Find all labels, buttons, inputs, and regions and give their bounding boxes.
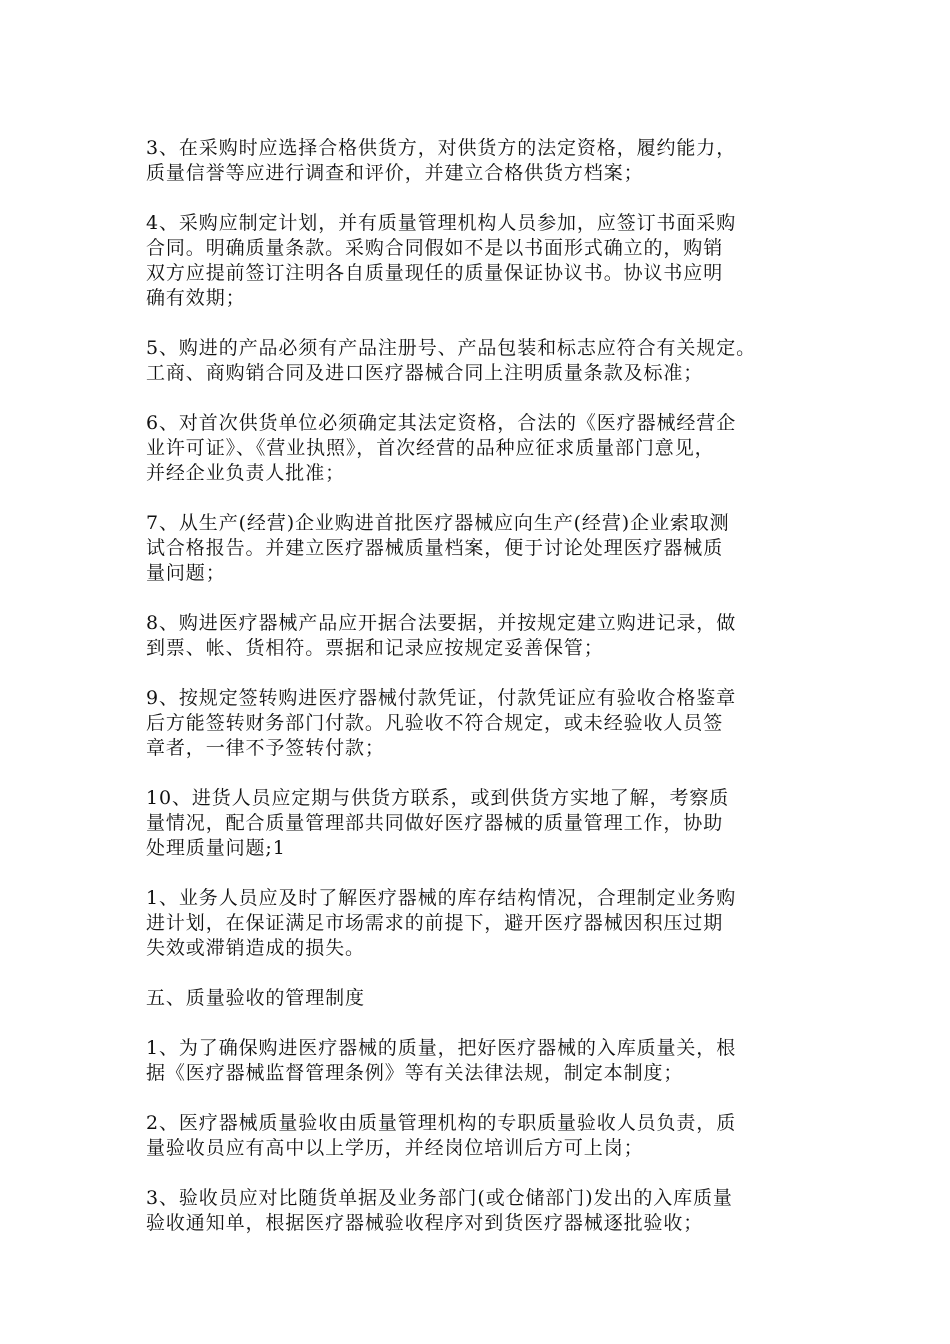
paragraph-item-10: 10、进货人员应定期与供货方联系，或到供货方实地了解，考察质 量情况，配合质量管理部共同做好医疗器械的质量管理工作，协助 处理质量问题;1: [146, 787, 730, 859]
paragraph-item-8: 8、购进医疗器械产品应开据合法要据，并按规定建立购进记录，做 到票、帐、货相符。票据和记录应按规定妥善保管；: [146, 612, 737, 659]
document-body: [146, 136, 816, 1261]
section-paragraph-2: 2、医疗器械质量验收由质量管理机构的专职质量验收人员负责，质 量验收员应有高中以上学历，并经岗位培训后方可上岗；: [146, 1112, 737, 1159]
paragraph-item-5: 5、购进的产品必须有产品注册号、产品包装和标志应符合有关规定。 工商、商购销合同及进口医疗器械合同上注明质量条款及标准；: [146, 337, 756, 384]
section-paragraph-1: 1、为了确保购进医疗器械的质量，把好医疗器械的入库质量关，根 据《医疗器械监督管理条例》等有关法律法规，制定本制度；: [146, 1037, 737, 1084]
paragraph-item-9: 9、按规定签转购进医疗器械付款凭证，付款凭证应有验收合格鉴章 后方能签转财务部门付款。凡验收不符合规定，或未经验收人员签 章者，一律不予签转付款；: [146, 687, 737, 759]
paragraph-item-1-business: 1、业务人员应及时了解医疗器械的库存结构情况，合理制定业务购 进计划，在保证满足市场需求的前提下，避开医疗器械因积压过期 失效或滞销造成的损失。: [146, 887, 737, 959]
section-heading: 五、质量验收的管理制度: [146, 987, 365, 1009]
paragraph-item-7: 7、从生产(经营)企业购进首批医疗器械应向生产(经营)企业索取测 试合格报告。并建立医疗器械质量档案，便于讨论处理医疗器械质 量问题；: [146, 512, 730, 584]
paragraph-item-4: 4、采购应制定计划，并有质量管理机构人员参加，应签订书面采购 合同。明确质量条款。采购合同假如不是以书面形式确立的，购销 双方应提前签订注明各自质量现任的质量保证协议书。协议书应明 确有效期；: [146, 212, 737, 309]
section-paragraph-3: 3、验收员应对比随货单据及业务部门(或仓储部门)发出的入库质量 验收通知单，根据医疗器械验收程序对到货医疗器械逐批验收；: [146, 1187, 733, 1234]
paragraph-item-6: 6、对首次供货单位必须确定其法定资格，合法的《医疗器械经营企 业许可证》、《营业执照》，首次经营的品种应征求质量部门意见， 并经企业负责人批准；: [146, 412, 737, 484]
paragraph-item-3: 3、在采购时应选择合格供货方，对供货方的法定资格，履约能力， 质量信誉等应进行调查和评价，并建立合格供货方档案；: [146, 137, 737, 184]
